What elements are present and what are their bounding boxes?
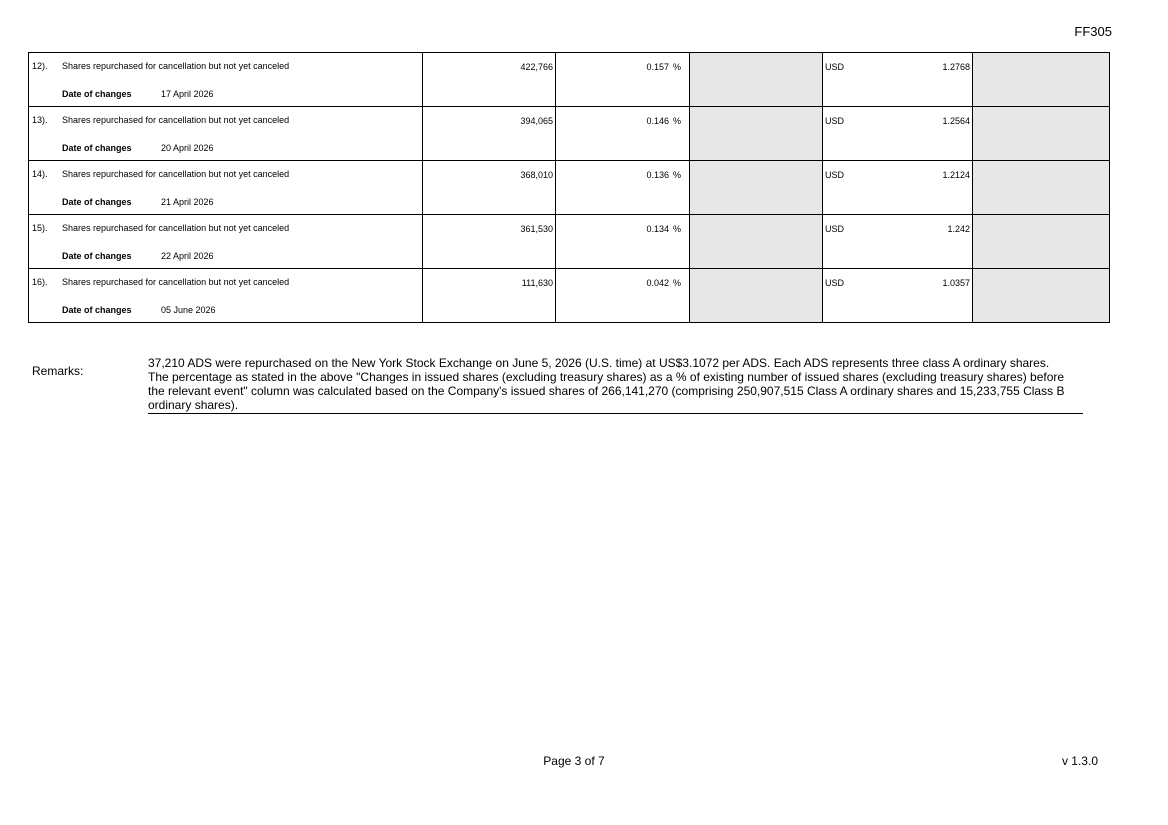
row-description: Shares repurchased for cancellation but not yet canceled bbox=[62, 169, 290, 179]
row-description: Shares repurchased for cancellation but not yet canceled bbox=[62, 223, 290, 233]
version-label: v 1.3.0 bbox=[1061, 754, 1098, 768]
currency-code: USD bbox=[825, 278, 845, 288]
date-label: Date of changes bbox=[62, 197, 132, 207]
price-value: 1.2768 bbox=[942, 62, 970, 72]
price-cell bbox=[823, 53, 973, 107]
table-row bbox=[29, 269, 1110, 323]
row-description: Shares repurchased for cancellation but not yet canceled bbox=[62, 61, 290, 71]
shaded-cell bbox=[690, 269, 823, 323]
description-cell bbox=[29, 161, 423, 215]
percent-value: 0.136 bbox=[646, 170, 669, 180]
date-value: 05 June 2026 bbox=[161, 305, 216, 315]
date-label: Date of changes bbox=[62, 89, 132, 99]
shares-cell bbox=[423, 215, 556, 269]
percent-sign: % bbox=[672, 278, 681, 288]
remarks-paragraph: 37,210 ADS were repurchased on the New York Stock Exchange on June 5, 2026 (U.S. time) at US$3.1072 per ADS. Each ADS represents three class A ordinary shares. bbox=[148, 356, 1050, 370]
price-value: 1.2124 bbox=[942, 170, 970, 180]
remarks-label: Remarks: bbox=[32, 364, 84, 378]
currency-code: USD bbox=[825, 116, 845, 126]
row-description: Shares repurchased for cancellation but not yet canceled bbox=[62, 277, 290, 287]
percent-cell bbox=[556, 161, 690, 215]
shaded-cell bbox=[690, 161, 823, 215]
row-number: 12). bbox=[32, 61, 48, 71]
shaded-cell bbox=[973, 53, 1110, 107]
row-number: 16). bbox=[32, 277, 48, 287]
description-cell bbox=[29, 215, 423, 269]
shaded-cell bbox=[690, 53, 823, 107]
description-cell bbox=[29, 269, 423, 323]
price-cell bbox=[823, 161, 973, 215]
table-row bbox=[29, 215, 1110, 269]
percent-sign: % bbox=[672, 224, 681, 234]
date-value: 22 April 2026 bbox=[161, 251, 214, 261]
currency-code: USD bbox=[825, 224, 845, 234]
description-cell bbox=[29, 53, 423, 107]
table-row bbox=[29, 161, 1110, 215]
percent-value: 0.146 bbox=[646, 116, 669, 126]
percent-cell bbox=[556, 107, 690, 161]
date-value: 21 April 2026 bbox=[161, 197, 214, 207]
shaded-cell bbox=[690, 107, 823, 161]
shaded-cell bbox=[973, 269, 1110, 323]
percent-cell bbox=[556, 53, 690, 107]
repurchase-table bbox=[28, 52, 1110, 323]
price-value: 1.0357 bbox=[942, 278, 970, 288]
percent-sign: % bbox=[672, 62, 681, 72]
percent-value: 0.157 bbox=[646, 62, 669, 72]
shares-cell bbox=[423, 107, 556, 161]
remarks-paragraph: The percentage as stated in the above "Changes in issued shares (excluding treasury shares) as a % of existing number of issued shares (excluding treasury shares) before the relevant event" column was calculated based on the Company's issued shares of 266,141,270 (comprising 250,907,515 Class A ordinary shares and 15,233,755 Class B ordinary shares). bbox=[148, 370, 1065, 412]
table-row bbox=[29, 53, 1110, 107]
date-label: Date of changes bbox=[62, 251, 132, 261]
row-number: 15). bbox=[32, 223, 48, 233]
date-value: 17 April 2026 bbox=[161, 89, 214, 99]
currency-code: USD bbox=[825, 62, 845, 72]
price-cell bbox=[823, 215, 973, 269]
shares-value: 361,530 bbox=[520, 224, 553, 234]
shaded-cell bbox=[973, 107, 1110, 161]
shaded-cell bbox=[690, 215, 823, 269]
row-number: 13). bbox=[32, 115, 48, 125]
shares-value: 111,630 bbox=[521, 278, 553, 288]
description-cell bbox=[29, 107, 423, 161]
shares-cell bbox=[423, 161, 556, 215]
row-description: Shares repurchased for cancellation but not yet canceled bbox=[62, 115, 290, 125]
percent-sign: % bbox=[672, 170, 681, 180]
price-cell bbox=[823, 269, 973, 323]
price-value: 1.242 bbox=[947, 224, 970, 234]
date-label: Date of changes bbox=[62, 143, 132, 153]
shares-value: 394,065 bbox=[520, 116, 553, 126]
shares-value: 422,766 bbox=[520, 62, 553, 72]
percent-value: 0.042 bbox=[646, 278, 669, 288]
percent-cell bbox=[556, 269, 690, 323]
date-value: 20 April 2026 bbox=[161, 143, 214, 153]
shares-value: 368,010 bbox=[520, 170, 553, 180]
shaded-cell bbox=[973, 215, 1110, 269]
shares-cell bbox=[423, 269, 556, 323]
table-row bbox=[29, 107, 1110, 161]
page-number: Page 3 of 7 bbox=[543, 754, 605, 768]
row-number: 14). bbox=[32, 169, 48, 179]
remarks-text bbox=[148, 356, 1083, 414]
form-code: FF305 bbox=[1074, 24, 1112, 39]
percent-sign: % bbox=[672, 116, 681, 126]
percent-value: 0.134 bbox=[646, 224, 669, 234]
price-value: 1.2564 bbox=[942, 116, 970, 126]
percent-cell bbox=[556, 215, 690, 269]
shaded-cell bbox=[973, 161, 1110, 215]
price-cell bbox=[823, 107, 973, 161]
shares-cell bbox=[423, 53, 556, 107]
date-label: Date of changes bbox=[62, 305, 132, 315]
currency-code: USD bbox=[825, 170, 845, 180]
